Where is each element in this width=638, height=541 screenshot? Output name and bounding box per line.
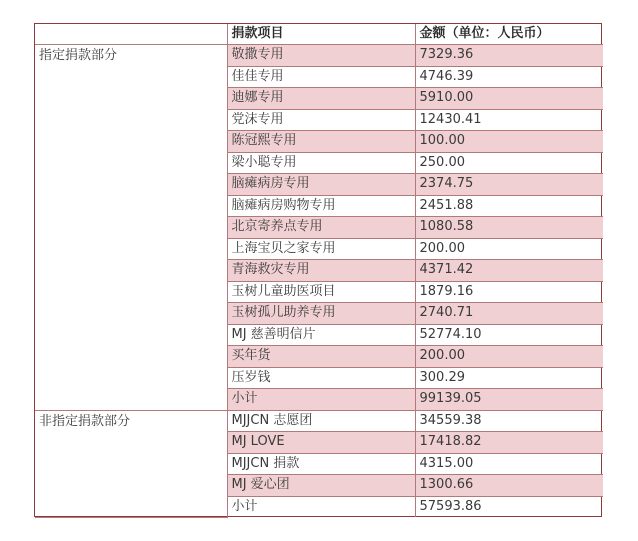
donation-summary-sheet — [34, 23, 602, 517]
donation-item: MJJCN 志愿团 — [227, 410, 415, 432]
donation-amount: 4315.00 — [415, 453, 603, 475]
header-group-cell — [35, 24, 227, 45]
table-row — [35, 410, 603, 432]
section-label: 指定捐款部分 — [35, 45, 227, 411]
table-header-row — [35, 24, 603, 45]
donation-item: 青海救灾专用 — [227, 260, 415, 282]
donation-amount: 100.00 — [415, 131, 603, 153]
table-body — [35, 45, 603, 518]
donation-amount: 2374.75 — [415, 174, 603, 196]
donation-item: 敬撒专用 — [227, 45, 415, 67]
donation-item: 压岁钱 — [227, 367, 415, 389]
donation-item: 买年货 — [227, 346, 415, 368]
donation-item: 脑瘫病房专用 — [227, 174, 415, 196]
donation-amount: 300.29 — [415, 367, 603, 389]
donation-table — [35, 24, 603, 518]
donation-item: 佳佳专用 — [227, 66, 415, 88]
subtotal-amount: 99139.05 — [415, 389, 603, 411]
donation-item: 玉树儿童助医项目 — [227, 281, 415, 303]
subtotal-label: 小计 — [227, 496, 415, 517]
donation-item: MJ 爱心团 — [227, 475, 415, 497]
donation-item: 梁小聪专用 — [227, 152, 415, 174]
donation-amount: 52774.10 — [415, 324, 603, 346]
subtotal-label: 小计 — [227, 389, 415, 411]
donation-amount: 17418.82 — [415, 432, 603, 454]
donation-item: 上海宝贝之家专用 — [227, 238, 415, 260]
header-amount: 金额（单位：人民币） — [415, 24, 603, 45]
donation-amount: 200.00 — [415, 346, 603, 368]
donation-amount: 2740.71 — [415, 303, 603, 325]
table-row — [35, 45, 603, 67]
donation-amount: 7329.36 — [415, 45, 603, 67]
section-label: 非指定捐款部分 — [35, 410, 227, 517]
donation-amount: 1879.16 — [415, 281, 603, 303]
donation-item: 北京寄养点专用 — [227, 217, 415, 239]
donation-amount: 34559.38 — [415, 410, 603, 432]
subtotal-amount: 57593.86 — [415, 496, 603, 517]
donation-amount: 4371.42 — [415, 260, 603, 282]
donation-item: MJ LOVE — [227, 432, 415, 454]
donation-amount: 5910.00 — [415, 88, 603, 110]
donation-amount: 1080.58 — [415, 217, 603, 239]
donation-item: MJJCN 捐款 — [227, 453, 415, 475]
donation-amount: 4746.39 — [415, 66, 603, 88]
donation-amount: 200.00 — [415, 238, 603, 260]
donation-item: 玉树孤儿助养专用 — [227, 303, 415, 325]
donation-item: MJ 慈善明信片 — [227, 324, 415, 346]
donation-item: 脑瘫病房购物专用 — [227, 195, 415, 217]
donation-amount: 1300.66 — [415, 475, 603, 497]
donation-item: 党沫专用 — [227, 109, 415, 131]
donation-amount: 2451.88 — [415, 195, 603, 217]
donation-amount: 12430.41 — [415, 109, 603, 131]
header-item: 捐款项目 — [227, 24, 415, 45]
donation-amount: 250.00 — [415, 152, 603, 174]
donation-item: 陈冠熙专用 — [227, 131, 415, 153]
donation-item: 迪娜专用 — [227, 88, 415, 110]
